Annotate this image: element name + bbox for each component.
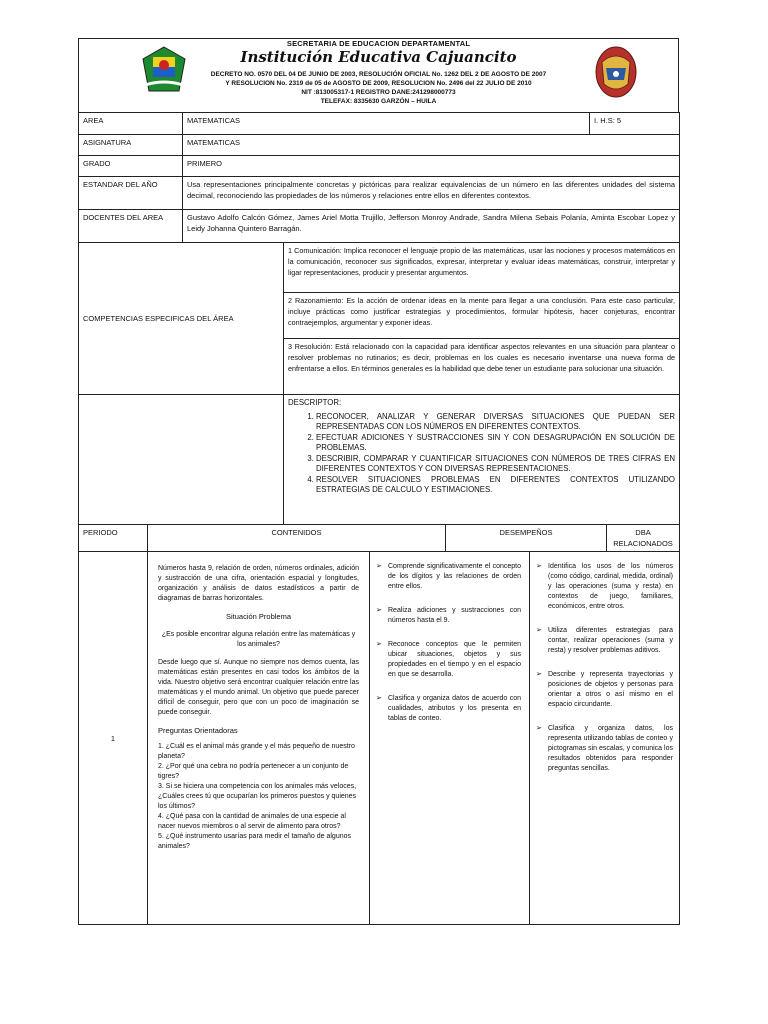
pregunta-item: 5. ¿Qué instrumento usarías para medir el tamaño de algunos animales? [158,833,351,850]
dba-item: ➢ Describe y representa trayectorias y posiciones de objetos y personas para orientar a otros o así mismo en el espacio circundante. [536,671,673,708]
competencia-resolucion: 3 Resolución: Está relacionado con la capacidad para identificar aspectos relevantes en una situación para plantear o resolver problemas no rutinarios; es decir, problemas en los cuales es necesario inventarse una nueva forma de enfrentarse a ellos. En términos generales es la habilidad que debe tener un estudiante para solucionar una situación. [284,339,680,395]
descriptor-item: 3. DESCRIBIR, COMPARAR Y CUANTIFICAR SITUACIONES CON NÚMEROS DE TRES CIFRAS EN DIFERENTES CONTEXTOS Y CON DIVERSAS REPRESENTACIONES. [316,454,675,474]
desempeno-item: ➢ Comprende significativamente el concepto de los dígitos y las relaciones de orden entre ellos. [376,563,521,590]
estandar-label: ESTANDAR DEL AÑO [79,177,183,210]
decree-line-1: DECRETO NO. 0570 DEL 04 DE JUNIO DE 2003, RESOLUCIÓN OFICIAL No. 1262 DEL 2 DE AGOSTO DE 2007 [210,71,547,78]
preguntas-title: Preguntas Orientadoras [158,726,238,735]
pregunta-item: 3. Si se hiciera una competencia con los animales más veloces, ¿Cuáles crees tú que ocuparían los primeros puestos y quienes los últimos? [158,783,357,810]
grado-label: GRADO [79,156,183,177]
decree-line-2: Y RESOLUCION No. 2319 de 05 de AGOSTO DE 2009, RESOLUCION No. 2496 del 22 JULIO DE 2010 [225,80,532,87]
desempeno-item: ➢ Realiza adiciones y sustracciones con números hasta el 9. [376,607,521,624]
situacion-text: Desde luego que sí. Aunque no siempre nos demos cuenta, las matemáticas están presentes en casi todos los ámbitos de la vida. Nuestro objetivo será encontrar cualquier relación entre las matemáticas y el mundo animal. Un objetivo que puede parecer difícil de conseguir, pero que con un poco de imaginación se puede conseguir. [158,659,359,716]
situacion-question: ¿Es posible encontrar alguna relación entre las matemáticas y los animales? [161,631,356,648]
document-header [78,38,679,112]
descriptor-item: 2. EFECTUAR ADICIONES Y SUSTRACCIONES SIN Y CON DESAGRUPACIÓN EN SOLUCIÓN DE PROBLEMAS. [316,433,675,453]
desempeno-item: ➢ Clasifica y organiza datos de acuerdo con cualidades, atributos y los presenta en tablas de conteo. [376,695,521,722]
competencia-comunicacion: 1 Comunicación: Implica reconocer el lenguaje propio de las matemáticas, usar las nociones y procesos matemáticos en la comunicación, reconocer sus significados, expresar, interpretar y evaluar ideas matemáticas, construir, interpretar y ligar representaciones, producir y presentar argumentos. [284,243,680,293]
dba-item: ➢ Identifica los usos de los números (como código, cardinal, medida, ordinal) y las operaciones (suma y resta) en contextos de juego, familiares, económicos, entre otros. [536,563,673,610]
header-contenidos: CONTENIDOS [148,525,446,552]
municipal-shield-icon [594,44,638,99]
arrow-bullet-icon: ➢ [536,563,542,570]
ihs-value: I. H.S: 5 [590,113,680,135]
nit-line: NIT :813005317-1 REGISTRO DANE:241298000773 [301,89,456,96]
docentes-label: DOCENTES DEL AREA [79,210,183,243]
asignatura-label: ASIGNATURA [79,135,183,156]
preguntas-list [158,742,359,852]
competencias-label: COMPETENCIAS ESPECIFICAS DEL ÁREA [79,243,284,395]
header-desempenos: DESEMPEÑOS [446,525,607,552]
desempeno-item: ➢ Reconoce conceptos que le permiten ubicar situaciones, objetos y sus propiedades en el tiempo y en el espacio en que se desarrolla. [376,641,521,678]
area-value: MATEMATICAS [183,113,590,135]
pregunta-item: 4. ¿Qué pasa con la cantidad de animales de una especie al nacer nuevos miembros o al servir de alimento para otros? [158,813,346,830]
periodo-value: 1 [79,552,148,925]
estandar-value: Usa representaciones principalmente concretas y pictóricas para realizar equivalencias de un número en las diferentes unidades del sistema decimal, reconociendo las propiedades de los números y relaciones entre ellos en diferentes contextos. [183,177,680,210]
area-label: AREA [79,113,183,135]
arrow-bullet-icon: ➢ [536,671,542,678]
dba-list [536,562,673,774]
arrow-bullet-icon: ➢ [376,607,382,614]
arrow-bullet-icon: ➢ [376,563,382,570]
contenidos-cell [148,552,370,925]
dba-cell [530,552,680,925]
competencia-razonamiento: 2 Razonamiento: Es la acción de ordenar ideas en la mente para llegar a una conclusión. Para este caso particular, incluye prácticas como justificar estrategias y procedimientos, formular hipótesis, hacer conjeturas, encontrar contraejemplos, argumentar y exponer ideas. [284,293,680,339]
desempenos-list [376,562,521,724]
institution-logo-icon [139,45,189,95]
arrow-bullet-icon: ➢ [536,725,542,732]
pregunta-item: 1. ¿Cuál es el animal más grande y el más pequeño de nuestro planeta? [158,743,355,760]
institution-name: Institución Educativa Cajuancito [240,48,517,66]
pregunta-item: 2. ¿Por qué una cebra no podría pertenecer a un conjunto de tigres? [158,763,349,780]
desempenos-cell [370,552,530,925]
arrow-bullet-icon: ➢ [536,627,542,634]
secretaria-title: SECRETARIA DE EDUCACION DEPARTAMENTAL [286,39,471,48]
descriptor-spacer [79,395,284,525]
descriptor-label: DESCRIPTOR: [288,398,342,407]
dba-item: ➢ Utiliza diferentes estrategias para contar, realizar operaciones (suma y resta) y resolver problemas aditivos. [536,627,673,654]
info-table [78,112,680,243]
descriptor-list [288,412,675,495]
descriptor-item: 4. RESOLVER SITUACIONES PROBLEMAS EN DIFERENTES CONTEXTOS UTILIZANDO ESTRATEGIAS DE CALCULO Y ESTIMACIONES. [316,475,675,495]
contenidos-intro: Números hasta 9, relación de orden, números ordinales, adición y sustracción de una cifra, orientación espacial y longitudes, organización y análisis de datos estadísticos a partir de diagramas de barras horizontales. [158,565,359,602]
header-periodo: PERIODO [79,525,148,552]
arrow-bullet-icon: ➢ [376,695,382,702]
docentes-value: Gustavo Adolfo Calcón Gómez, James Ariel Motta Trujillo, Jefferson Monroy Andrade, Sandra Milena Sebais Polanía, Aminta Escobar Lopez y Leidy Johanna Quintero Barragán. [183,210,680,243]
competencias-table [78,242,680,525]
asignatura-value: MATEMATICAS [183,135,680,156]
descriptor-cell [284,395,680,525]
plan-body-table [78,551,680,925]
descriptor-item: 1. RECONOCER, ANALIZAR Y GENERAR DIVERSAS SITUACIONES QUE PUEDAN SER REPRESENTADAS CON LOS NÚMEROS EN DIFERENTES CONTEXTOS. [316,412,675,432]
header-dba: DBA RELACIONADOS [607,525,680,552]
plan-table [78,524,680,552]
grado-value: PRIMERO [183,156,680,177]
arrow-bullet-icon: ➢ [376,641,382,648]
telefax-line: TELEFAX: 8335630 GARZÓN – HUILA [320,98,437,105]
document-page [78,38,679,925]
situacion-title: Situación Problema [225,612,292,621]
dba-item: ➢ Clasifica y organiza datos, los representa utilizando tablas de conteo y pictogramas sin escalas, y comunica los resultados obtenidos para responder preguntas sencillas. [536,725,673,772]
